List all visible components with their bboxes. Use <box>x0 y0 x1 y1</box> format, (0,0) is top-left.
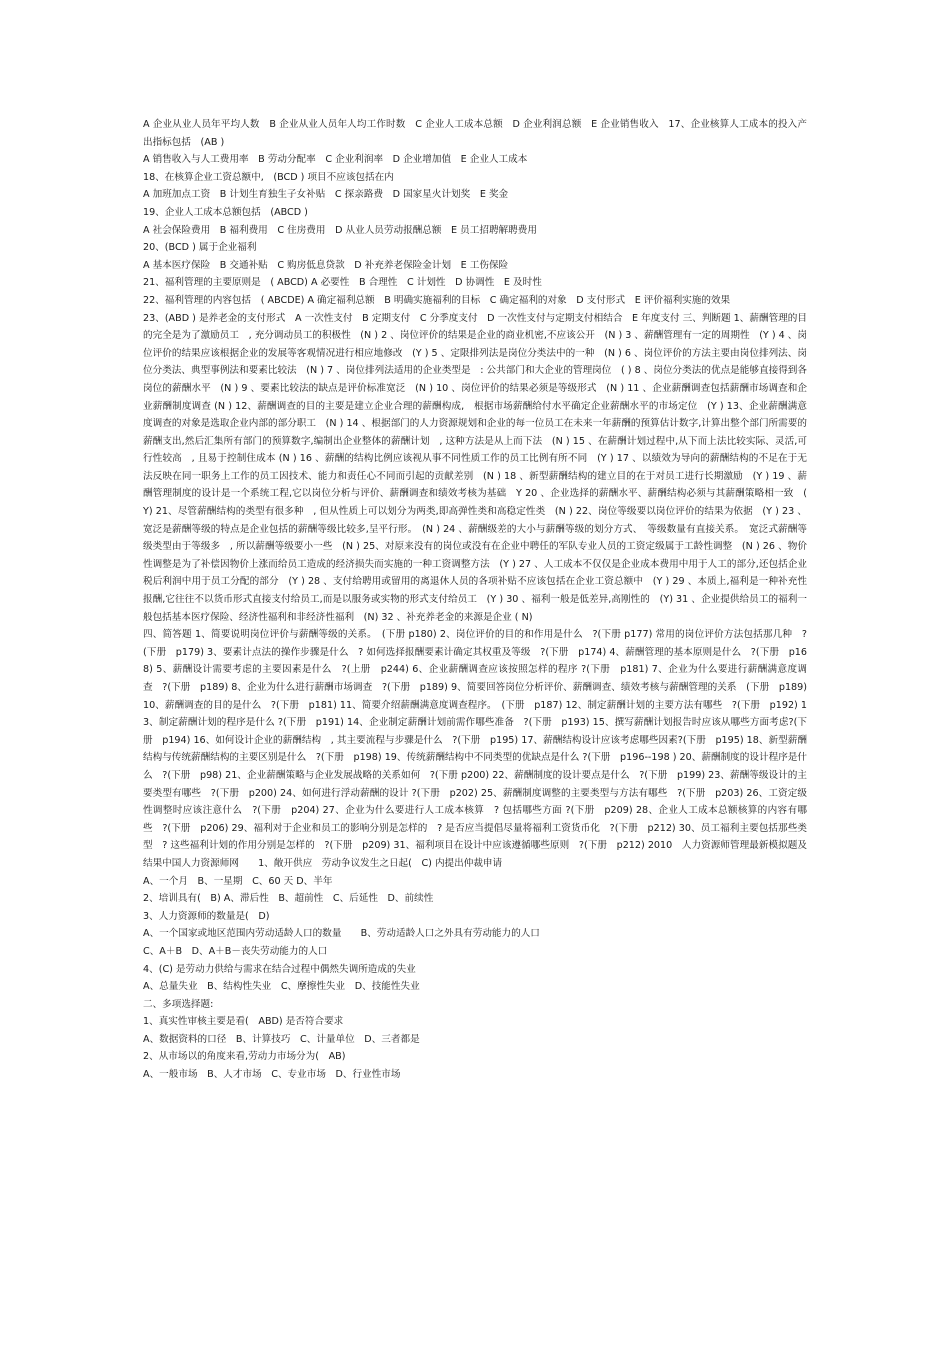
text-paragraph: A 加班加点工资 B 计划生育独生子女补贴 C 探亲路费 D 国家星火计划奖 E 奖金 <box>143 189 509 201</box>
text-paragraph: A、数据资料的口径 B、计算技巧 C、计量单位 D、三者都是 <box>143 1033 420 1045</box>
text-paragraph: 4、(C) 是劳动力供给与需求在结合过程中偶然失调所造成的失业 <box>143 963 416 975</box>
text-paragraph: 2、培训具有( B) A、滞后性 B、超前性 C、后延性 D、前续性 <box>143 893 434 905</box>
text-paragraph: A 企业从业人员年平均人数 B 企业从业人员年人均工作时数 C 企业人工成本总额 D 企业利润总额 E 企业销售收入 17、企业核算人工成本的投入产出指标包括 (AB ) <box>143 119 807 148</box>
text-paragraph: 二、多项选择题: <box>143 998 214 1010</box>
text-paragraph: A、一般市场 B、人才市场 C、专业市场 D、行业性市场 <box>143 1069 401 1081</box>
text-paragraph: A 销售收入与人工费用率 B 劳动分配率 C 企业利润率 D 企业增加值 E 企业人工成本 <box>143 154 528 166</box>
text-paragraph: 1、真实性审核主要是看( ABD) 是否符合要求 <box>143 1016 344 1028</box>
text-paragraph: A、一个国家或地区范围内劳动适龄人口的数量 B、劳动适龄人口之外具有劳动能力的人口 <box>143 928 540 940</box>
text-paragraph: A 社会保险费用 B 福利费用 C 住房费用 D 从业人员劳动报酬总额 E 员工招聘解聘费用 <box>143 224 537 236</box>
text-paragraph: 21、福利管理的主要原则是 ( ABCD) A 必要性 B 合理性 C 计划性 D 协调性 E 及时性 <box>143 277 542 289</box>
document-page <box>143 116 807 1084</box>
text-paragraph: 18、在核算企业工资总额中, (BCD ) 项目不应该包括在内 <box>143 171 394 183</box>
text-paragraph: 23、(ABD ) 是养老金的支付形式 A 一次性支付 B 定期支付 C 分季度支付 D 一次性支付与定期支付相结合 E 年度支付 三、判断题 1、薪酬管理的目的完全是为了激励员工 , 充分调动员工的积极性 (N ) 2 、岗位评价的结果是企业的商业机密,不应该公开 (N ) 3 、薪酬管理有一定的周期性 (Y ) 4 、岗位评价的结果应该根据企业的发展等客观情况进行相应地修改 (Y ) 5 、定限排列法是岗位分类法中的一种 (N ) 6 、岗位评价的方法主要由岗位排列法、岗位分类法、典型事例法和要素比较法 (N ) 7 、岗位排列法适用的企业类型是 : 公共部门和大企业的管理岗位 ( ) 8 、岗位分类法的优点是能够直接得到各岗位的薪酬水平 (N ) 9 、要素比较法的缺点是评价标准宽泛 (N ) 10 、岗位评价的结果必须是等级形式 (N ) 11 、企业薪酬调查包括薪酬市场调查和企业薪酬制度调查 (N ) 12、薪酬调查的目的主要是建立企业合理的薪酬构成, 根据市场薪酬给付水平确定企业薪酬水平的市场定位 (Y ) 13、企业薪酬满意度调查的对象是选取企业内部的部分职工 (N ) 14 、根据部门的人力资源规划和企业的每一位员工在未来一年薪酬的预算估计数字,计算出整个部门所需要的薪酬支出,然后汇集所有部门的预算数字,编制出企业整体的薪酬计划 , 这种方法是从上而下法 (N ) 15 、在薪酬计划过程中,从下而上法比较实际、灵活,可行性较高 , 且易于控制住成本 (N ) 16 、薪酬的结构比例应该视从事不同性质工作的员工比例有所不同 (Y ) 17 、以绩效为导向的薪酬结构的不足在于无法反映在同一职务上工作的员工因技术、能力和责任心不同而引起的贡献差别 (N ) 18 、新型薪酬结构的建立目的在于对员工进行长期激励 (Y ) 19 、薪酬管理制度的设计是一个系统工程,它以岗位分析与评价、薪酬调查和绩效考核为基础 Y 20 、企业选择的薪酬水平、薪酬结构必须与其薪酬策略相一致 ( Y) 21、尽管薪酬结构的类型有很多种 , 但从性质上可以划分为两类,即高弹性类和高稳定性类 (N ) 22、岗位等级要以岗位评价的结果为依据 (Y ) 23 、宽泛是薪酬等级的特点是企业包括的薪酬等级比较多,呈平行形。 (N ) 24 、薪酬级差的大小与薪酬等级的划分方式、 等级数量有直接关系。 宽泛式薪酬等级类型由于等级多 , 所以薪酬等级要小一些 (N ) 25、对原来没有的岗位或没有在企业中聘任的军队专业人员的工资定级属于工龄性调整 (N ) 26 、物价性调整是为了补偿因物价上涨而给员工造成的经济损失而实施的一种工资调整方法 (Y ) 27 、人工成本不仅仅是企业成本费用中用于人工的部分,还包括企业税后利润中用于员工分配的部分 (Y ) 28 、支付给聘用或留用的离退休人员的各项补贴不应该包括在企业工资总额中 (Y ) 29 、本质上,福利是一种补充性报酬,它往往不以货币形式直接支付给员工,而是以服务或实物的形式支付给员工 (Y ) 30 、福利一般是低差异,高刚性的 (Y) 31 、企业提供给员工的福利一般包括基本医疗保险、经济性福利和非经济性福利 (N) 32 、补充养老金的来源是企业 ( N) <box>143 312 807 623</box>
text-paragraph: A、总量失业 B、结构性失业 C、摩擦性失业 D、技能性失业 <box>143 981 420 993</box>
text-paragraph: 3、人力资源师的数量是( D) <box>143 910 270 922</box>
text-paragraph: 19、企业人工成本总额包括 (ABCD ) <box>143 206 308 218</box>
text-paragraph: A 基本医疗保险 B 交通补贴 C 购房低息贷款 D 补充养老保险金计划 E 工伤保险 <box>143 259 509 271</box>
text-paragraph: 20、(BCD ) 属于企业福利 <box>143 242 257 254</box>
text-paragraph: C、A＋B D、A＋B－丧失劳动能力的人口 <box>143 945 328 957</box>
text-paragraph: 22、福利管理的内容包括 ( ABCDE) A 确定福利总额 B 明确实施福利的目标 C 确定福利的对象 D 支付形式 E 评价福利实施的效果 <box>143 294 731 306</box>
text-paragraph: A、一个月 B、一星期 C、60 天 D、半年 <box>143 875 333 887</box>
text-paragraph: 四、简答题 1、简要说明岗位评价与薪酬等级的关系。 (下册 p180) 2、岗位评价的目的和作用是什么 ?(下册 p177) 常用的岗位评价方法包括那几种 ?(下册 p179) 3、要素计点法的操作步骤是什么 ? 如何选择报酬要素计确定其权重及等级 ?(下册 p174) 4、薪酬管理的基本原则是什么 ?(下册 p168) 5、薪酬设计需要考虑的主要因素是什么 ?(上册 p244) 6、企业薪酬调查应该按照怎样的程序 ?(下册 p181) 7、企业为什么要进行薪酬满意度调查 ?(下册 p189) 8、企业为什么进行薪酬市场调查 ?(下册 p189) 9、简要回答岗位分析评价、薪酬调查、绩效考核与薪酬管理的关系 (下册 p189) 10、薪酬调查的目的是什么 ?(下册 p181) 11、简要介绍薪酬满意度调查程序。 (下册 p187) 12、制定薪酬计划的主要方法有哪些 ?(下册 p192) 13、制定薪酬计划的程序是什么 ?(下册 p191) 14、企业制定薪酬计划前需作哪些准备 ?(下册 p193) 15、撰写薪酬计划报告时应该从哪些方面考虑?(下册 p194) 16、如何设计企业的薪酬结构 , 其主要流程与步骤是什么 ?(下册 p195) 17、薪酬结构设计应该考虑哪些因素?(下册 p195) 18、新型薪酬结构与传统薪酬结构的主要区别是什么 ?(下册 p198) 19、传统薪酬结构中不同类型的优缺点是什么 ?(下册 p196--198 ) 20、薪酬制度的设计程序是什么 ?(下册 p98) 21、企业薪酬策略与企业发展战略的关系如何 ?(下册 p200) 22、薪酬制度的设计要点是什么 ?(下册 p199) 23、薪酬等级设计的主要类型有哪些 ?(下册 p200) 24、如何进行浮动薪酬的设计 ?(下册 p202) 25、薪酬制度调整的主要类型与方法有哪些 ?(下册 p203) 26、工资定级性调整时应该注意什么 ?(下册 p204) 27、企业为什么要进行人工成本核算 ? 包括哪些方面 ?(下册 p209) 28、企业人工成本总额核算的内容有哪些 ?(下册 p206) 29、福利对于企业和员工的影响分别是怎样的 ? 是否应当提倡尽量将福利工资货币化 ?(下册 p212) 30、员工福利主要包括那些类型 ? 这些福利计划的作用分别是怎样的 ?(下册 p209) 31、福利项目在设计中应该遵循哪些原则 ?(下册 p212) 2010 人力资源师管理最新模拟题及结果中国人力资源师网 1、敞开供应 劳动争议发生之日起( C) 内提出仲裁申请 <box>143 629 807 869</box>
text-paragraph: 2、从市场以的角度来看,劳动力市场分为( AB) <box>143 1051 346 1063</box>
